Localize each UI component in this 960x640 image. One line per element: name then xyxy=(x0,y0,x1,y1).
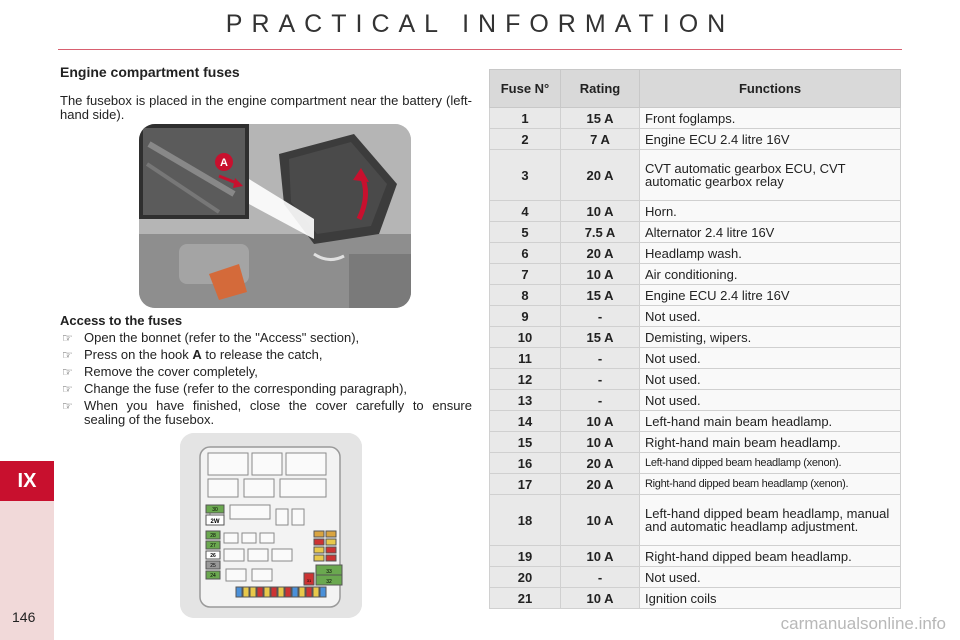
fuse-rating: 10 A xyxy=(561,201,640,222)
fuse-function: Ignition coils xyxy=(640,588,901,609)
fuse-number: 8 xyxy=(490,285,561,306)
fuse-label: 30 xyxy=(212,507,218,513)
engine-photo-drawing xyxy=(139,124,411,308)
fuse-function: Left-hand main beam headlamp. xyxy=(640,411,901,432)
table-row xyxy=(490,390,901,411)
section-title: Engine compartment fuses xyxy=(60,64,240,80)
fuse-number: 7 xyxy=(490,264,561,285)
table-row xyxy=(490,495,901,546)
fuse-number: 20 xyxy=(490,567,561,588)
table-row xyxy=(490,222,901,243)
fuse-rating: - xyxy=(561,369,640,390)
column-header: Rating xyxy=(561,70,640,108)
access-steps xyxy=(60,331,472,427)
fuse-function: Engine ECU 2.4 litre 16V xyxy=(640,285,901,306)
fuse-rating: 10 A xyxy=(561,495,640,546)
fuse-rating: 20 A xyxy=(561,474,640,495)
fuse-number: 2 xyxy=(490,129,561,150)
table-row xyxy=(490,201,901,222)
fuse-label: 2W xyxy=(210,519,220,525)
column-header: Fuse N° xyxy=(490,70,561,108)
fuse-number: 3 xyxy=(490,150,561,201)
fuse-label: 33 xyxy=(326,569,332,575)
fuse-number: 6 xyxy=(490,243,561,264)
fuse-number: 16 xyxy=(490,453,561,474)
table-row xyxy=(490,567,901,588)
fuse-number: 10 xyxy=(490,327,561,348)
fuse-rating: 10 A xyxy=(561,588,640,609)
fuse-number: 14 xyxy=(490,411,561,432)
fuse-function: Not used. xyxy=(640,369,901,390)
list-item: ☞ Press on the hook A to release the catch, xyxy=(62,347,323,362)
fuse-rating: 20 A xyxy=(561,150,640,201)
fuse-rating: - xyxy=(561,306,640,327)
table-row xyxy=(490,369,901,390)
fuse-label: 25 xyxy=(210,563,216,569)
list-item: ☞ Open the bonnet (refer to the "Access" section), xyxy=(62,330,360,345)
hook-label-a: A xyxy=(220,157,228,169)
fuse-function: Front foglamps. xyxy=(640,108,901,129)
fuse-number: 15 xyxy=(490,432,561,453)
fuse-rating: 15 A xyxy=(561,108,640,129)
table-header-row xyxy=(490,70,901,108)
watermark: carmanualsonline.info xyxy=(780,614,946,633)
page-number: 146 xyxy=(12,609,36,625)
fuse-function: Headlamp wash. xyxy=(640,243,901,264)
fuse-rating: 10 A xyxy=(561,411,640,432)
fuse-label: 28 xyxy=(210,533,216,539)
header-divider xyxy=(58,49,902,50)
fuse-rating: 10 A xyxy=(561,432,640,453)
access-instructions xyxy=(60,313,472,430)
table-row xyxy=(490,474,901,495)
fuse-rating: - xyxy=(561,567,640,588)
column-header: Functions xyxy=(640,70,901,108)
table-row xyxy=(490,243,901,264)
pointing-hand-icon: ☞ xyxy=(62,348,73,362)
fuse-rating: 10 A xyxy=(561,546,640,567)
fuse-rating: 20 A xyxy=(561,243,640,264)
fuse-number: 1 xyxy=(490,108,561,129)
fuse-rating: - xyxy=(561,348,640,369)
fuse-rating: 7.5 A xyxy=(561,222,640,243)
table-row xyxy=(490,411,901,432)
fuse-function: CVT automatic gearbox ECU, CVT automatic gearbox relay xyxy=(640,150,901,201)
table-row xyxy=(490,348,901,369)
fuse-rating: 15 A xyxy=(561,327,640,348)
table-row xyxy=(490,108,901,129)
table-row xyxy=(490,588,901,609)
fuse-function: Not used. xyxy=(640,390,901,411)
list-item: ☞ Change the fuse (refer to the corresponding paragraph), xyxy=(62,381,408,396)
table-row xyxy=(490,306,901,327)
fuse-number: 19 xyxy=(490,546,561,567)
fuse-function: Engine ECU 2.4 litre 16V xyxy=(640,129,901,150)
page-title: PRACTICAL INFORMATION xyxy=(225,10,735,38)
access-title: Access to the fuses xyxy=(60,313,183,328)
fuse-function: Not used. xyxy=(640,567,901,588)
fuse-rating: - xyxy=(561,390,640,411)
pointing-hand-icon: ☞ xyxy=(62,365,73,379)
fuse-number: 9 xyxy=(490,306,561,327)
fuse-function: Not used. xyxy=(640,348,901,369)
fuse-function: Demisting, wipers. xyxy=(640,327,901,348)
fuse-rating: 7 A xyxy=(561,129,640,150)
fuse-number: 17 xyxy=(490,474,561,495)
fuse-number: 18 xyxy=(490,495,561,546)
table-row xyxy=(490,129,901,150)
pointing-hand-icon: ☞ xyxy=(62,331,73,345)
pointing-hand-icon: ☞ xyxy=(62,382,73,396)
fuse-label: 32 xyxy=(326,579,332,585)
pointing-hand-icon: ☞ xyxy=(62,399,73,413)
table-row xyxy=(490,285,901,306)
fuse-number: 5 xyxy=(490,222,561,243)
fuse-function: Not used. xyxy=(640,306,901,327)
fuse-number: 21 xyxy=(490,588,561,609)
fuse-label: 31 xyxy=(306,578,312,583)
fuse-label: 27 xyxy=(210,543,216,549)
intro-text: The fusebox is placed in the engine compartment near the battery (left-hand side). xyxy=(60,93,472,122)
fuse-function: Left-hand dipped beam headlamp (xenon). xyxy=(640,453,901,474)
table-row xyxy=(490,327,901,348)
fuse-number: 13 xyxy=(490,390,561,411)
engine-compartment-photo xyxy=(139,124,411,308)
table-row xyxy=(490,150,901,201)
fuse-label: 26 xyxy=(210,553,216,559)
fuse-function: Left-hand dipped beam headlamp, manual and automatic headlamp adjustment. xyxy=(640,495,901,546)
fuse-number: 12 xyxy=(490,369,561,390)
fuse-function: Right-hand dipped beam headlamp (xenon). xyxy=(640,474,901,495)
fuse-function: Horn. xyxy=(640,201,901,222)
table-row xyxy=(490,453,901,474)
table-row xyxy=(490,432,901,453)
section-intro xyxy=(60,64,472,122)
fuse-function: Right-hand main beam headlamp. xyxy=(640,432,901,453)
fuse-function: Right-hand dipped beam headlamp. xyxy=(640,546,901,567)
fusebox-drawing xyxy=(180,433,362,618)
fuse-rating: 10 A xyxy=(561,264,640,285)
fuse-rating: 15 A xyxy=(561,285,640,306)
fuse-function: Air conditioning. xyxy=(640,264,901,285)
fuse-table xyxy=(489,69,901,609)
fuse-number: 4 xyxy=(490,201,561,222)
fuse-function: Alternator 2.4 litre 16V xyxy=(640,222,901,243)
mini-fuse-row xyxy=(236,587,326,597)
list-item: ☞ When you have finished, close the cover carefully to ensure sealing of the fusebox. xyxy=(62,398,472,427)
fuse-number: 11 xyxy=(490,348,561,369)
fusebox-diagram xyxy=(180,433,362,618)
fuse-label: 24 xyxy=(210,573,216,579)
table-row xyxy=(490,546,901,567)
list-item: ☞ Remove the cover completely, xyxy=(62,364,258,379)
fuse-rating: 20 A xyxy=(561,453,640,474)
table-row xyxy=(490,264,901,285)
chapter-tab: IX xyxy=(0,461,54,501)
